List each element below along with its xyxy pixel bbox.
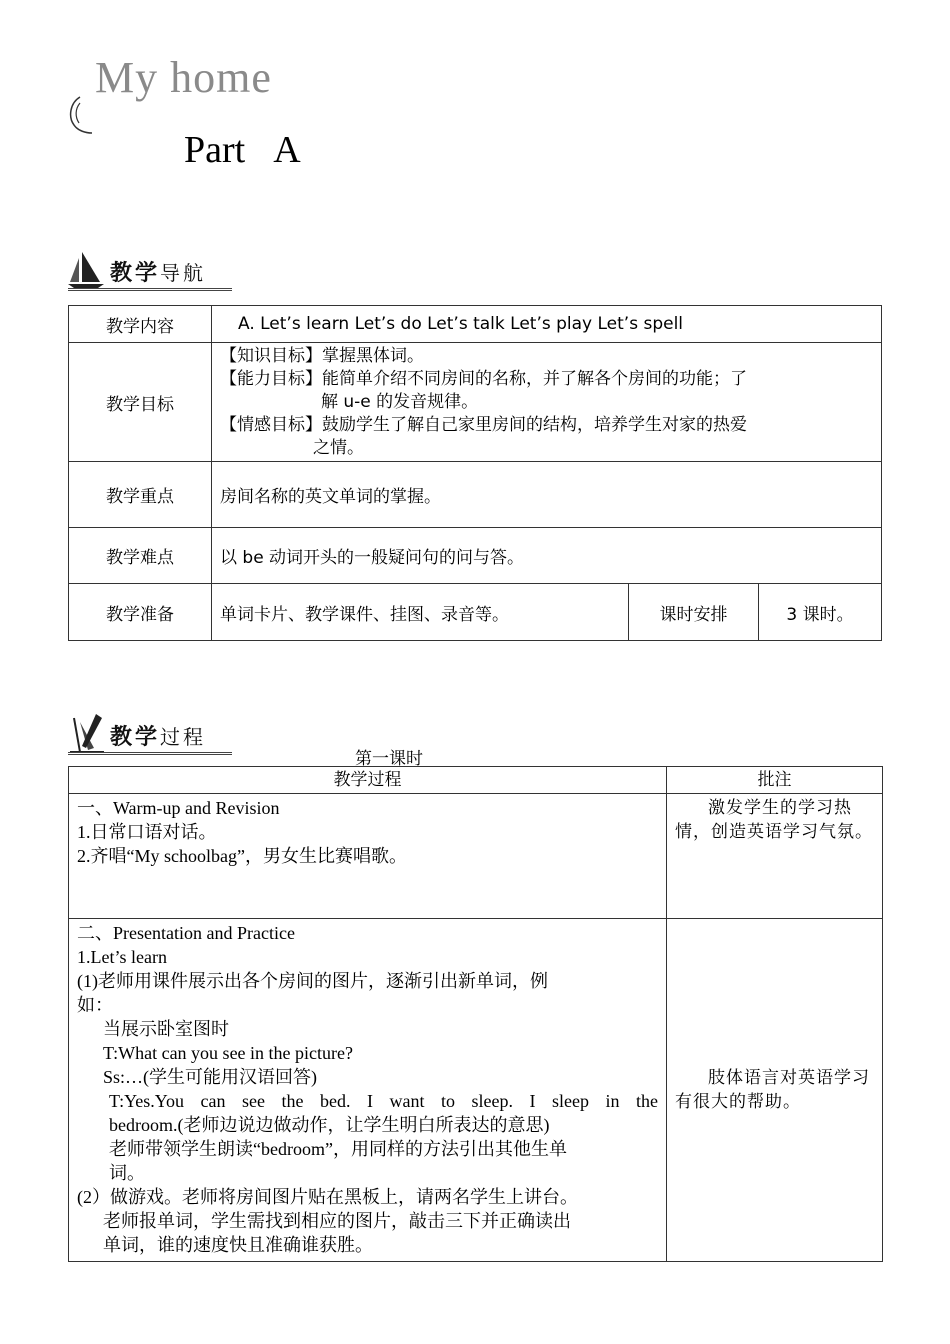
difficulty-value: 以 be 动词开头的一般疑问句的问与答。 [212,528,882,584]
presentation-note: 肢体语言对英语学习有很大的帮助。 [667,919,883,1262]
goal-ability-line2: 解 u-e 的发音规律。 [321,391,479,412]
presentation-p2: 当展示卧室图时 [103,1019,229,1039]
process-section-title [110,720,206,751]
difficulty-label: 教学难点 [69,528,212,584]
process-section-rule [68,752,232,755]
preparation-label: 教学准备 [69,584,212,641]
presentation-sub: 1.Let’s learn [77,947,167,967]
presentation-p3: T:What can you see in the picture? [103,1043,353,1063]
goals-cell [212,343,882,462]
content-value: A. Let’s learn Let’s do Let’s talk Let’s play Let’s spell [212,306,882,343]
presentation-p7a: (2）做游戏。老师将房间图片贴在黑板上，请两名学生上讲台。 [77,1187,578,1207]
presentation-block [69,919,667,1262]
goal-ability-line1: 【能力目标】能简单介绍不同房间的名称，并了解各个房间的功能；了 [220,368,747,389]
sailboat-icon [66,248,110,292]
presentation-p7c: 单词，谁的速度快且准确谁获胜。 [103,1235,373,1255]
process-title-light: 过程 [160,725,207,749]
pen-drawing-icon [66,712,110,756]
swirl-decoration-icon [66,95,96,135]
presentation-p6a: 老师带领学生朗读“bedroom”，用同样的方法引出其他生单 [109,1139,567,1159]
presentation-p1a: (1)老师用课件展示出各个房间的图片，逐渐引出新单词，例 [77,971,548,991]
presentation-p6b: 词。 [109,1163,145,1183]
nav-section-rule [68,288,232,291]
part-label: Part [184,129,246,171]
schedule-label: 课时安排 [629,584,759,641]
lesson-label: 第一课时 [355,749,423,769]
presentation-heading: 二、Presentation and Practice [77,923,295,943]
process-section-heading [66,712,236,760]
teaching-navigation-table [68,305,882,641]
goal-emotion-line2: 之情。 [313,437,364,458]
nav-section-title [110,256,206,287]
part-title [184,128,301,172]
content-label: 教学内容 [69,306,212,343]
goals-label: 教学目标 [69,343,212,462]
presentation-p4: Ss:…(学生可能用汉语回答) [103,1067,318,1087]
warmup-note: 激发学生的学习热情，创造英语学习气氛。 [667,794,883,919]
presentation-p1b: 如： [77,995,113,1015]
nav-section-heading [66,248,236,296]
process-column-header: 教学过程 [69,767,667,794]
key-points-label: 教学重点 [69,462,212,528]
nav-title-bold: 教学 [110,261,161,286]
presentation-p5a: T:Yes.You can see the bed. I want to sleep. I sleep in the [109,1091,658,1111]
warmup-line2: 2.齐唱“My schoolbag”，男女生比赛唱歌。 [77,846,407,866]
schedule-value: 3 课时。 [759,584,882,641]
goal-knowledge: 【知识目标】掌握黑体词。 [220,345,424,366]
notes-column-header: 批注 [667,767,883,794]
presentation-p7b: 老师报单词，学生需找到相应的图片，敲击三下并正确读出 [103,1211,571,1231]
warmup-line1: 1.日常口语对话。 [77,822,217,842]
part-letter: A [273,129,301,171]
presentation-p5b: bedroom.(老师边说边做动作，让学生明白所表达的意思) [109,1115,550,1135]
key-points-value: 房间名称的英文单词的掌握。 [212,462,882,528]
process-title-bold: 教学 [110,725,161,750]
nav-title-light: 导航 [160,261,207,285]
preparation-value: 单词卡片、教学课件、挂图、录音等。 [212,584,629,641]
warmup-block [69,794,667,919]
goal-emotion-line1: 【情感目标】鼓励学生了解自己家里房间的结构，培养学生对家的热爱 [220,414,747,435]
teaching-process-table [68,766,883,1262]
warmup-heading: 一、Warm-up and Revision [77,798,280,818]
unit-title: My home [95,53,272,102]
